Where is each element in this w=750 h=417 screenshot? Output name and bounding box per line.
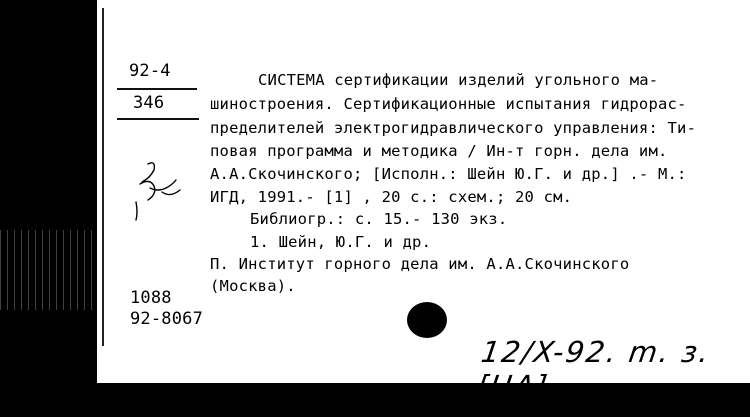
tracing-1: 1. Шейн, Ю.Г. и др. (250, 233, 432, 251)
entry-line-5: А.А.Скочинского; [Исполн.: Шейн Ю.Г. и др.] .- М.: (210, 165, 687, 183)
index-bottom: 346 (133, 93, 165, 113)
ink-blot (407, 302, 447, 338)
call-code-1: 1088 (130, 288, 172, 308)
scan-bottom-edge (95, 383, 750, 417)
index-underline (117, 118, 199, 120)
entry-line-6: ИГД, 1991.- [1] , 20 с.: схем.; 20 см. (210, 188, 573, 206)
tracing-2-cont: (Москва). (210, 277, 296, 295)
bibliography-note: Библиогр.: с. 15.- 130 экз. (250, 210, 508, 228)
tracing-2: П. Институт горного дела им. А.А.Скочинского (210, 255, 630, 273)
card-margin-line (102, 8, 104, 346)
entry-line-4: повая программа и методика / Ин-т горн. дела им. (210, 142, 668, 160)
handwritten-shelf-note: 12/X-92. m. з. (479, 335, 713, 369)
index-divider (117, 88, 197, 90)
entry-line-2: шиностроения. Сертификационные испытания гидрорас- (210, 95, 687, 113)
entry-line-3: пределителей электрогидравлического управления: Ти- (210, 119, 697, 137)
index-top: 92-4 (129, 61, 171, 81)
handwritten-signature (130, 158, 190, 228)
catalog-card (97, 0, 750, 383)
scan-margin (0, 0, 95, 417)
entry-line-1: СИСТЕМА сертификации изделий угольного ма- (258, 71, 659, 89)
call-code-2: 92-8067 (130, 309, 204, 329)
